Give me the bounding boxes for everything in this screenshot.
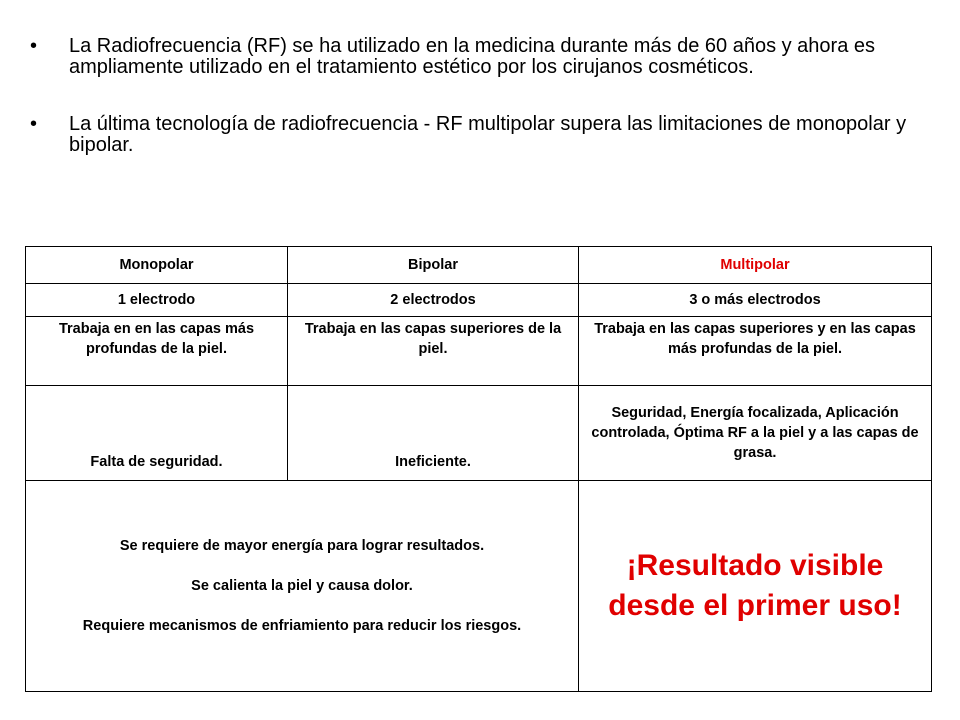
cell-requirements xyxy=(26,481,579,692)
rf-comparison-table xyxy=(25,246,932,692)
cell-safety-monopolar: Falta de seguridad. xyxy=(26,386,288,481)
header-monopolar: Monopolar xyxy=(26,247,288,284)
requirement-pain: Se calienta la piel y causa dolor. xyxy=(191,578,413,594)
result-highlight: ¡Resultado visible desde el primer uso! xyxy=(579,481,932,692)
bullet-text: La última tecnología de radiofrecuencia - RF multipolar supera las limitaciones de monopolar y bipolar. xyxy=(69,113,907,156)
table-row xyxy=(26,317,932,386)
bullet-marker: • xyxy=(30,35,38,57)
intro-bullet-list xyxy=(30,36,910,156)
requirement-cooling: Requiere mecanismos de enfriamiento para reducir los riesgos. xyxy=(82,618,522,634)
cell-electrodes-bipolar: 2 electrodos xyxy=(288,284,579,317)
table-row xyxy=(26,284,932,317)
table-row xyxy=(26,247,932,284)
table-row xyxy=(26,481,932,692)
header-multipolar: Multipolar xyxy=(579,247,932,284)
cell-electrodes-monopolar: 1 electrodo xyxy=(26,284,288,317)
bullet-text: La Radiofrecuencia (RF) se ha utilizado en la medicina durante más de 60 años y ahora es ampliamente utilizado en el tratamiento estético por los cirujanos cosméticos. xyxy=(69,35,876,78)
cell-depth-monopolar: Trabaja en en las capas más profundas de la piel. xyxy=(26,317,288,386)
cell-safety-bipolar: Ineficiente. xyxy=(288,386,579,481)
header-bipolar: Bipolar xyxy=(288,247,579,284)
bullet-marker: • xyxy=(30,113,38,135)
bullet-item xyxy=(30,114,910,156)
cell-safety-multipolar: Seguridad, Energía focalizada, Aplicación controlada, Óptima RF a la piel y a las capas de grasa. xyxy=(579,386,932,481)
table-row xyxy=(26,386,932,481)
cell-depth-bipolar: Trabaja en las capas superiores de la piel. xyxy=(288,317,579,386)
cell-electrodes-multipolar: 3 o más electrodos xyxy=(579,284,932,317)
bullet-item xyxy=(30,36,910,78)
cell-depth-multipolar: Trabaja en las capas superiores y en las capas más profundas de la piel. xyxy=(579,317,932,386)
requirement-energy: Se requiere de mayor energía para lograr resultados. xyxy=(119,538,485,554)
